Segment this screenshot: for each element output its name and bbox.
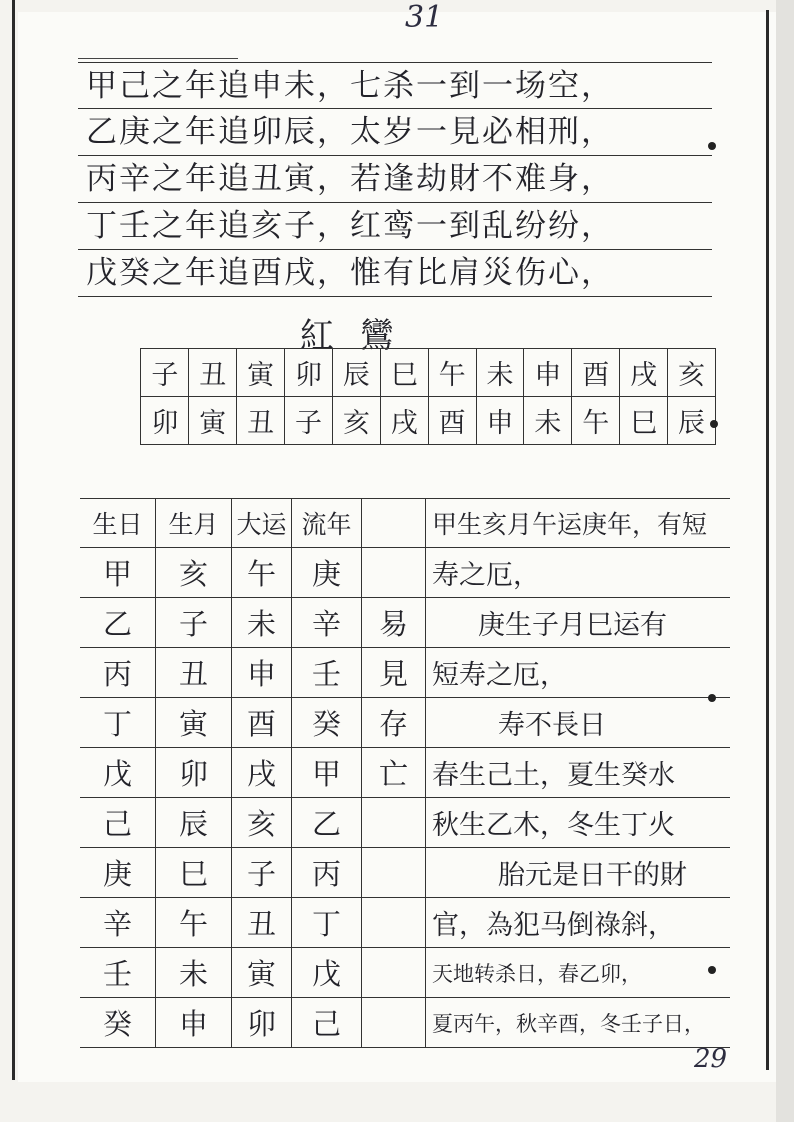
hongluan-cell: 辰 bbox=[332, 349, 380, 397]
ledger-row bbox=[80, 548, 730, 598]
hongluan-cell: 卯 bbox=[141, 397, 189, 445]
hongluan-cell: 子 bbox=[141, 349, 189, 397]
cell-day: 戊 bbox=[80, 748, 156, 797]
birth-ledger bbox=[80, 498, 730, 1048]
cell-month: 未 bbox=[156, 948, 232, 997]
hongluan-row-branches bbox=[76, 349, 716, 397]
cell-mark: 存 bbox=[362, 698, 426, 747]
binder-hole bbox=[710, 420, 718, 428]
cell-mark bbox=[362, 898, 426, 947]
cell-year: 辛 bbox=[292, 598, 362, 647]
verse-line: 戊癸之年追酉戌，惟有比肩災伤心， bbox=[78, 250, 712, 297]
header-birth-day: 生日 bbox=[80, 499, 156, 547]
cell-day: 己 bbox=[80, 798, 156, 847]
ledger-row bbox=[80, 898, 730, 948]
cell-cycle: 午 bbox=[232, 548, 292, 597]
ledger-row bbox=[80, 698, 730, 748]
hongluan-cell: 寅 bbox=[237, 349, 285, 397]
hongluan-cell: 戌 bbox=[620, 349, 668, 397]
cell-day: 甲 bbox=[80, 548, 156, 597]
cell-mark bbox=[362, 948, 426, 997]
hongluan-row-results bbox=[76, 397, 716, 445]
ledger-note: 春生己土，夏生癸水 bbox=[432, 760, 675, 791]
hongluan-cell: 亥 bbox=[332, 397, 380, 445]
hongluan-cell: 酉 bbox=[572, 349, 620, 397]
cell-cycle: 丑 bbox=[232, 898, 292, 947]
hongluan-cell: 申 bbox=[524, 349, 572, 397]
verse-line: 甲己之年追申未，七杀一到一场空， bbox=[78, 62, 712, 109]
ledger-row bbox=[80, 598, 730, 648]
cell-day: 丙 bbox=[80, 648, 156, 697]
ledger-note: 胎元是日干的財 bbox=[498, 860, 687, 891]
verse-line: 丁壬之年追亥子，红鸾一到乱纷纷， bbox=[78, 203, 712, 250]
cell-cycle: 未 bbox=[232, 598, 292, 647]
hongluan-cell: 戌 bbox=[380, 397, 428, 445]
ledger-note: 甲生亥月午运庚年，有短 bbox=[432, 510, 708, 539]
ledger-row bbox=[80, 948, 730, 998]
left-margin-line bbox=[12, 0, 15, 1080]
cell-year: 庚 bbox=[292, 548, 362, 597]
cell-cycle: 亥 bbox=[232, 798, 292, 847]
ledger-header-row bbox=[80, 498, 730, 548]
hongluan-cell: 丑 bbox=[189, 349, 237, 397]
header-birth-month: 生月 bbox=[156, 499, 232, 547]
cell-day: 辛 bbox=[80, 898, 156, 947]
binder-hole bbox=[708, 142, 716, 150]
hongluan-cell: 巳 bbox=[380, 349, 428, 397]
cell-month: 寅 bbox=[156, 698, 232, 747]
ledger-note: 短寿之厄， bbox=[432, 660, 567, 691]
cell-month: 子 bbox=[156, 598, 232, 647]
ledger-note: 官，為犯马倒祿斜， bbox=[432, 910, 675, 941]
cell-year: 戊 bbox=[292, 948, 362, 997]
cell-cycle: 酉 bbox=[232, 698, 292, 747]
cell-year: 乙 bbox=[292, 798, 362, 847]
ledger-note: 秋生乙木，冬生丁火 bbox=[432, 810, 675, 841]
hongluan-cell: 亥 bbox=[668, 349, 716, 397]
cell-mark bbox=[362, 548, 426, 597]
ledger-row bbox=[80, 998, 730, 1048]
cell-cycle: 卯 bbox=[232, 998, 292, 1047]
cell-year: 己 bbox=[292, 998, 362, 1047]
section-title: 紅鸞 bbox=[300, 316, 420, 356]
cell-month: 申 bbox=[156, 998, 232, 1047]
hongluan-cell: 丑 bbox=[237, 397, 285, 445]
ledger-note: 寿之厄， bbox=[432, 560, 540, 591]
cell-day: 壬 bbox=[80, 948, 156, 997]
hongluan-cell: 辰 bbox=[668, 397, 716, 445]
cell-day: 庚 bbox=[80, 848, 156, 897]
hongluan-blank-cell bbox=[76, 397, 141, 445]
cell-mark: 見 bbox=[362, 648, 426, 697]
header-year: 流年 bbox=[292, 499, 362, 547]
cell-year: 癸 bbox=[292, 698, 362, 747]
header-luck-cycle: 大运 bbox=[232, 499, 292, 547]
cell-month: 丑 bbox=[156, 648, 232, 697]
cell-month: 辰 bbox=[156, 798, 232, 847]
cell-month: 亥 bbox=[156, 548, 232, 597]
binder-hole bbox=[708, 966, 716, 974]
page-number: 29 bbox=[694, 1044, 728, 1074]
cell-mark bbox=[362, 848, 426, 897]
hongluan-cell: 寅 bbox=[189, 397, 237, 445]
cell-mark bbox=[362, 798, 426, 847]
hongluan-cell: 未 bbox=[476, 349, 524, 397]
cell-mark: 易 bbox=[362, 598, 426, 647]
hongluan-table bbox=[76, 348, 716, 445]
ledger-row bbox=[80, 648, 730, 698]
cell-mark: 亡 bbox=[362, 748, 426, 797]
ledger-row bbox=[80, 848, 730, 898]
cell-month: 午 bbox=[156, 898, 232, 947]
cell-cycle: 子 bbox=[232, 848, 292, 897]
cell-year: 丁 bbox=[292, 898, 362, 947]
cell-mark bbox=[362, 998, 426, 1047]
cell-cycle: 申 bbox=[232, 648, 292, 697]
cell-year: 丙 bbox=[292, 848, 362, 897]
binder-hole bbox=[708, 694, 716, 702]
header-blank bbox=[362, 499, 426, 547]
cell-day: 乙 bbox=[80, 598, 156, 647]
hongluan-blank-cell bbox=[76, 349, 141, 397]
hongluan-cell: 卯 bbox=[285, 349, 333, 397]
verse-line: 乙庚之年追卯辰，太岁一見必相刑， bbox=[78, 109, 712, 156]
hongluan-cell: 巳 bbox=[620, 397, 668, 445]
cell-cycle: 寅 bbox=[232, 948, 292, 997]
hongluan-cell: 午 bbox=[428, 349, 476, 397]
page-edge-shadow bbox=[776, 0, 794, 1122]
hongluan-cell: 子 bbox=[285, 397, 333, 445]
cell-cycle: 戌 bbox=[232, 748, 292, 797]
cell-day: 癸 bbox=[80, 998, 156, 1047]
cell-month: 巳 bbox=[156, 848, 232, 897]
top-rule bbox=[78, 58, 238, 59]
ledger-row bbox=[80, 798, 730, 848]
cell-month: 卯 bbox=[156, 748, 232, 797]
page-mark: 31 bbox=[405, 0, 444, 35]
ledger-note: 寿不長日 bbox=[498, 710, 606, 741]
hongluan-cell: 未 bbox=[524, 397, 572, 445]
cell-day: 丁 bbox=[80, 698, 156, 747]
hongluan-cell: 午 bbox=[572, 397, 620, 445]
hongluan-cell: 申 bbox=[476, 397, 524, 445]
verse-block bbox=[78, 62, 712, 297]
ledger-row bbox=[80, 748, 730, 798]
ledger-note: 夏丙午，秋辛酉，冬壬子日， bbox=[432, 1011, 705, 1036]
ledger-note: 庚生子月巳运有 bbox=[478, 610, 667, 641]
hongluan-cell: 酉 bbox=[428, 397, 476, 445]
cell-year: 甲 bbox=[292, 748, 362, 797]
cell-year: 壬 bbox=[292, 648, 362, 697]
ledger-note: 天地转杀日，春乙卯， bbox=[432, 961, 642, 986]
verse-line: 丙辛之年追丑寅，若逢劫財不难身， bbox=[78, 156, 712, 203]
right-margin-line bbox=[766, 10, 769, 1070]
